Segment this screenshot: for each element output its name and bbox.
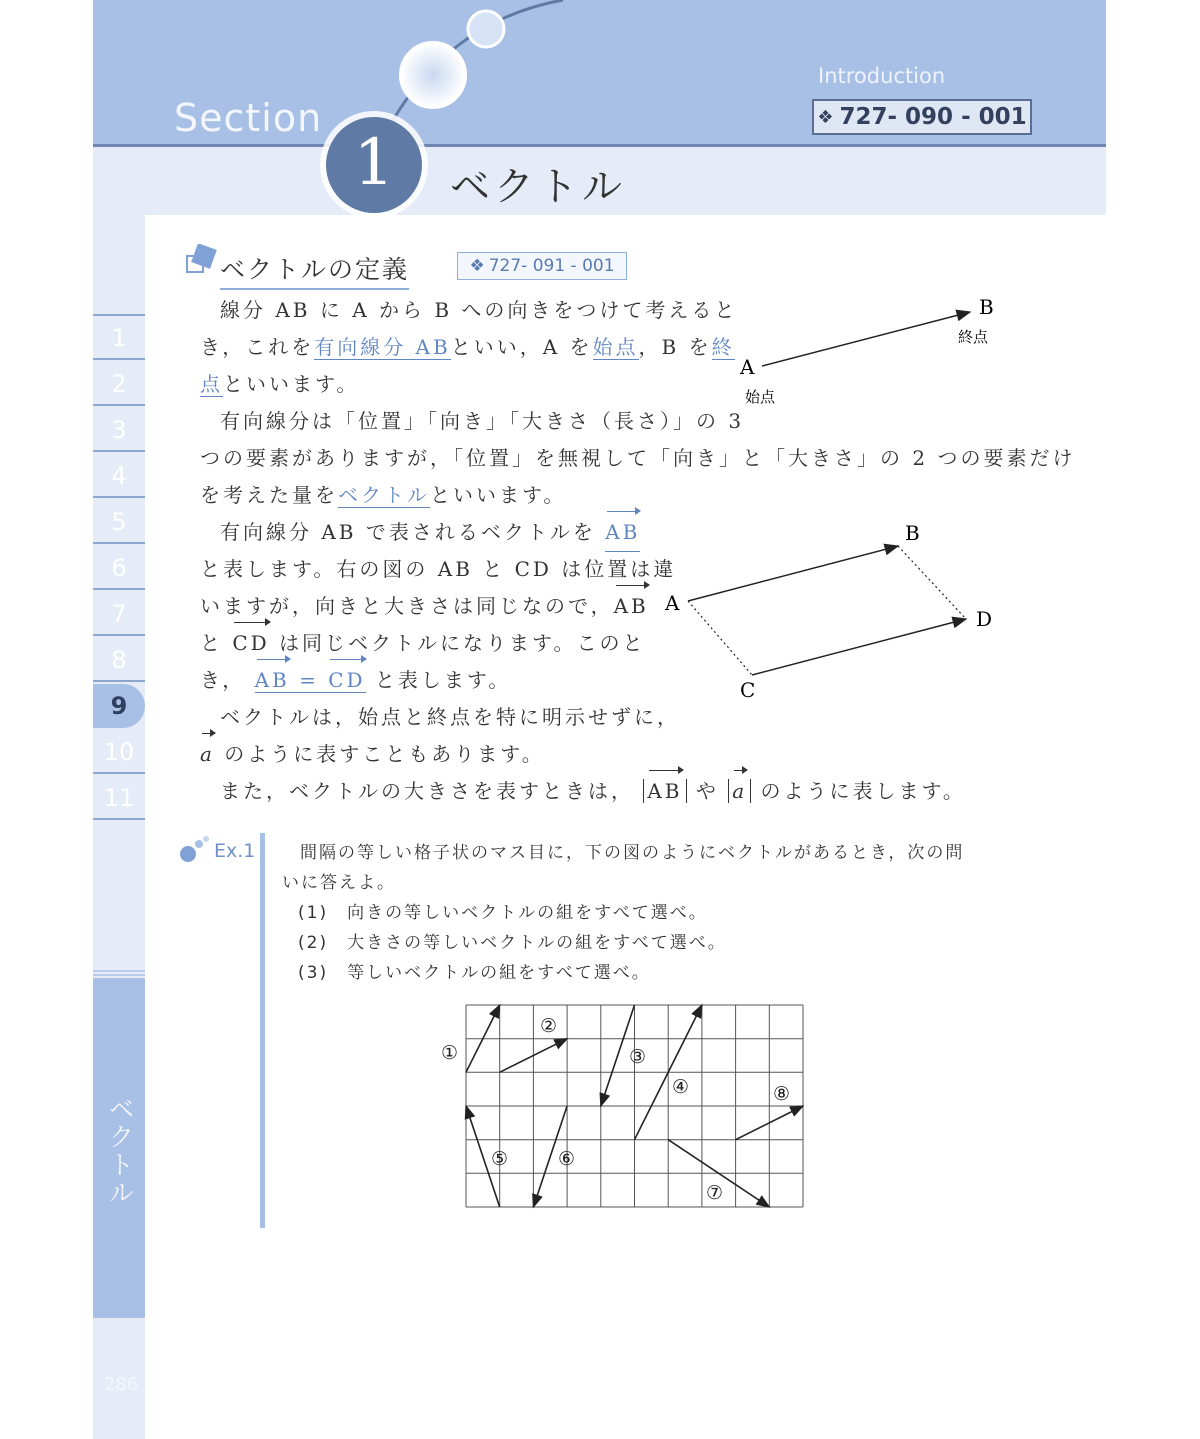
grid-label-8: ⑧ (773, 1083, 791, 1105)
heading-icon (184, 244, 218, 278)
question-3: (3) 等しいベクトルの組をすべて選べ。 (298, 963, 651, 983)
definition-heading: ベクトルの定義 (220, 250, 409, 290)
p2-line3: を考えた量をベクトルといいます。 (200, 483, 567, 507)
dotted-AC (688, 601, 752, 675)
term-start-point: 始点 (592, 335, 639, 359)
example-bubbles-icon (178, 834, 214, 864)
grid-label-1: ① (441, 1042, 459, 1064)
sidebar-chapter-title: ベクトル (104, 1095, 134, 1207)
fig1-label-end: 終点 (958, 328, 989, 346)
p4-line2: a のように表すこともあります。 (200, 736, 545, 773)
grid-label-4: ④ (672, 1076, 690, 1098)
vector-CD: CD (232, 625, 269, 662)
figure-parallelogram (660, 515, 1000, 705)
nav-item-5[interactable]: 5 (93, 500, 145, 544)
diamond-icon: ❖ (469, 256, 485, 276)
nav-item-8[interactable]: 8 (93, 638, 145, 682)
fig1-label-start: 始点 (745, 388, 776, 406)
norm-a: a (732, 773, 747, 810)
p1-line3: 点といいます。 (200, 372, 360, 396)
fig1-label-B: B (979, 295, 994, 319)
nav-item-6[interactable]: 6 (93, 546, 145, 590)
fig2-label-A: A (665, 591, 680, 615)
definition-code-box (457, 252, 627, 280)
diamond-icon: ❖ (817, 106, 834, 128)
p5-line: また，ベクトルの大きさを表すときは， AB や a のように表します。 (220, 773, 966, 810)
p3-line2: と表します。右の図の AB と CD は位置は違 (200, 557, 677, 581)
deco-circle-small (468, 11, 504, 47)
fig2-label-D: D (976, 607, 993, 631)
nav-item-3[interactable]: 3 (93, 408, 145, 452)
p3-line5: き， AB = CD と表します。 (200, 662, 511, 699)
section-number: 1 (326, 117, 422, 213)
term-end-point-1: 終 (711, 335, 735, 359)
p1-line2: き，これを有向線分 ABといい，A を始点，B を終 (200, 335, 735, 359)
grid-label-7: ⑦ (706, 1182, 724, 1204)
example-line2: いに答えよ。 (282, 873, 396, 893)
norm-AB: AB (647, 773, 682, 810)
nav-item-1[interactable]: 1 (93, 316, 145, 360)
fig1-label-A: A (740, 355, 755, 379)
section-code: 727- 090 - 001 (839, 104, 1027, 130)
vector-AB: AB (614, 588, 649, 625)
p1-line1: 線分 AB に A から B への向きをつけて考えると (220, 298, 738, 322)
section-code-box (812, 99, 1032, 135)
nav-item-10[interactable]: 10 (93, 730, 145, 774)
term-directed-segment: 有向線分 AB (314, 335, 451, 359)
sidebar-rule-2 (93, 974, 145, 976)
nav-item-2[interactable]: 2 (93, 362, 145, 406)
vector-AB-line (688, 546, 898, 601)
segment-AB (762, 312, 970, 366)
fig2-label-C: C (740, 678, 756, 702)
fig2-label-B: B (905, 521, 920, 545)
grid-label-6: ⑥ (558, 1148, 576, 1170)
intro-word: Introduction (818, 64, 946, 88)
section-word: Section (174, 96, 323, 140)
p2-line2: つの要素がありますが，「位置」を無視して「向き」と「大きさ」の 2 つの要素だけ (200, 446, 1076, 470)
deco-circle-large (401, 43, 465, 107)
p3-line3: いますが，向きと大きさは同じなので，AB (200, 588, 649, 625)
vector-CD-line (752, 619, 966, 675)
nav-item-9-active[interactable]: 9 (93, 684, 145, 728)
page-number: 286 (103, 1374, 139, 1395)
vector-AB-highlight: AB (605, 514, 640, 552)
grid-label-5: ⑤ (491, 1148, 509, 1170)
nav-item-11[interactable]: 11 (93, 776, 145, 820)
grid-label-2: ② (540, 1015, 558, 1037)
p2-line1: 有向線分は「位置」「向き」「大きさ（長さ）」の 3 (220, 409, 745, 433)
p3-line4: と CD は同じベクトルになります。このと (200, 625, 645, 662)
example-label: Ex.1 (214, 840, 256, 862)
p4-line1: ベクトルは，始点と終点を特に明示せずに， (220, 705, 680, 729)
section-title: ベクトル (450, 164, 626, 210)
term-end-point-2: 点 (200, 372, 223, 396)
vector-equality: AB = CD (255, 668, 366, 693)
question-1: (1) 向きの等しいベクトルの組をすべて選べ。 (298, 903, 708, 923)
p3-line1: 有向線分 AB で表されるベクトルを AB (220, 514, 640, 552)
figure-directed-segment (730, 290, 1010, 415)
sidebar-rule-1 (93, 970, 145, 972)
grid-lines (466, 1005, 803, 1207)
definition-code: 727- 091 - 001 (488, 256, 615, 276)
question-2: (2) 大きさの等しいベクトルの組をすべて選べ。 (298, 933, 727, 953)
vector-a: a (200, 736, 215, 773)
vector-grid-figure (436, 995, 816, 1215)
nav-item-7[interactable]: 7 (93, 592, 145, 636)
grid-label-3: ③ (629, 1046, 647, 1068)
nav-item-4[interactable]: 4 (93, 454, 145, 498)
dotted-BD (898, 546, 966, 619)
term-vector: ベクトル (338, 483, 430, 507)
example-line1: 間隔の等しい格子状のマス目に，下の図のようにベクトルがあるとき，次の問 (300, 843, 965, 863)
example-bar (260, 833, 265, 1228)
